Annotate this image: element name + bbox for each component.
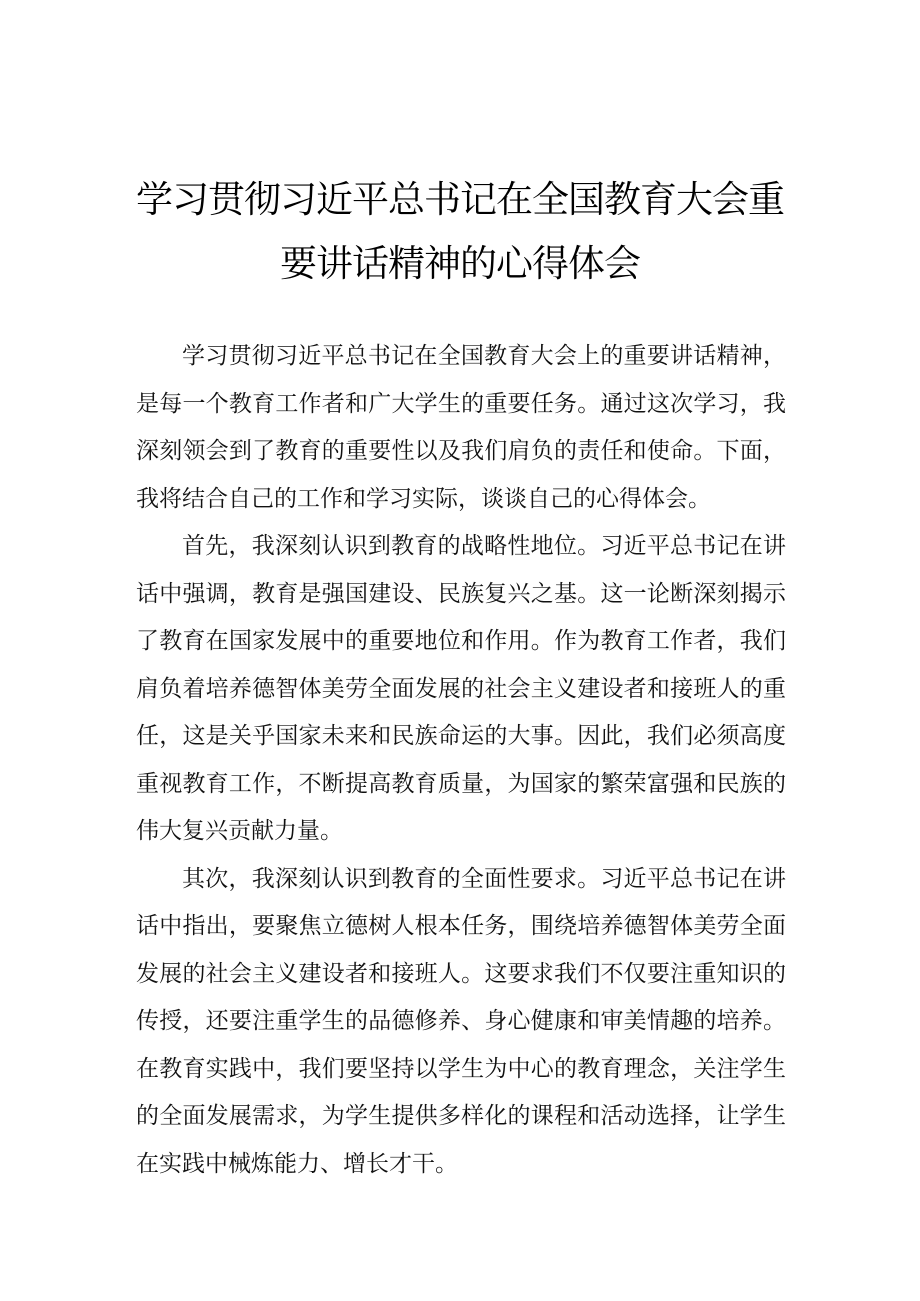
text-line: 传授，还要注重学生的品德修养、身心健康和审美情趣的培养。 <box>136 1008 786 1034</box>
document-body <box>136 333 786 1188</box>
text-line: 在实践中械炼能力、增长才干。 <box>136 1150 458 1177</box>
text-line: 重视教育工作，不断提高教育质量，为国家的繁荣富强和民族的 <box>136 770 786 797</box>
text-line: 肩负着培养德智体美劳全面发展的社会主义建设者和接班人的重 <box>136 675 786 702</box>
text-line: 任，这是关乎国家未来和民族命运的大事。因此，我们必须高度 <box>136 723 786 749</box>
paragraph-1 <box>136 333 786 523</box>
text-line: 是每一个教育工作者和广大学生的重要任务。通过这次学习，我 <box>136 390 786 417</box>
paragraph-2 <box>136 523 786 856</box>
text-line: 我将结合自己的工作和学习实际，谈谈自己的心得体会。 <box>136 485 711 512</box>
text-line: 在教育实践中，我们要坚持以学生为中心的教育理念，关注学生 <box>136 1055 786 1082</box>
text-line: 其次，我深刻认识到教育的全面性要求。习近平总书记在讲 <box>182 865 786 892</box>
text-line: 首先，我深刻认识到教育的战略性地位。习近平总书记在讲 <box>182 533 786 559</box>
text-line: 的全面发展需求，为学生提供多样化的课程和活动选择，让学生 <box>136 1103 786 1129</box>
paragraph-3 <box>136 856 786 1189</box>
title-line: 要讲话精神的心得体会 <box>280 242 640 285</box>
title-line: 学习贯彻习近平总书记在全国教育大会重 <box>136 178 784 221</box>
text-line: 话中指出，要聚焦立德树人根本任务，围绕培养德智体美劳全面 <box>136 913 786 939</box>
document-title <box>0 168 920 296</box>
text-line: 伟大复兴贡献力量。 <box>136 818 343 844</box>
text-line: 学习贯彻习近平总书记在全国教育大会上的重要讲话精神， <box>182 343 786 369</box>
text-line: 深刻领会到了教育的重要性以及我们肩负的责任和使命。下面， <box>136 438 786 464</box>
text-line: 发展的社会主义建设者和接班人。这要求我们不仅要注重知识的 <box>136 960 786 987</box>
text-line: 了教育在国家发展中的重要地位和作用。作为教育工作者，我们 <box>136 628 786 654</box>
text-line: 话中强调，教育是强国建设、民族复兴之基。这一论断深刻揭示 <box>136 580 786 607</box>
